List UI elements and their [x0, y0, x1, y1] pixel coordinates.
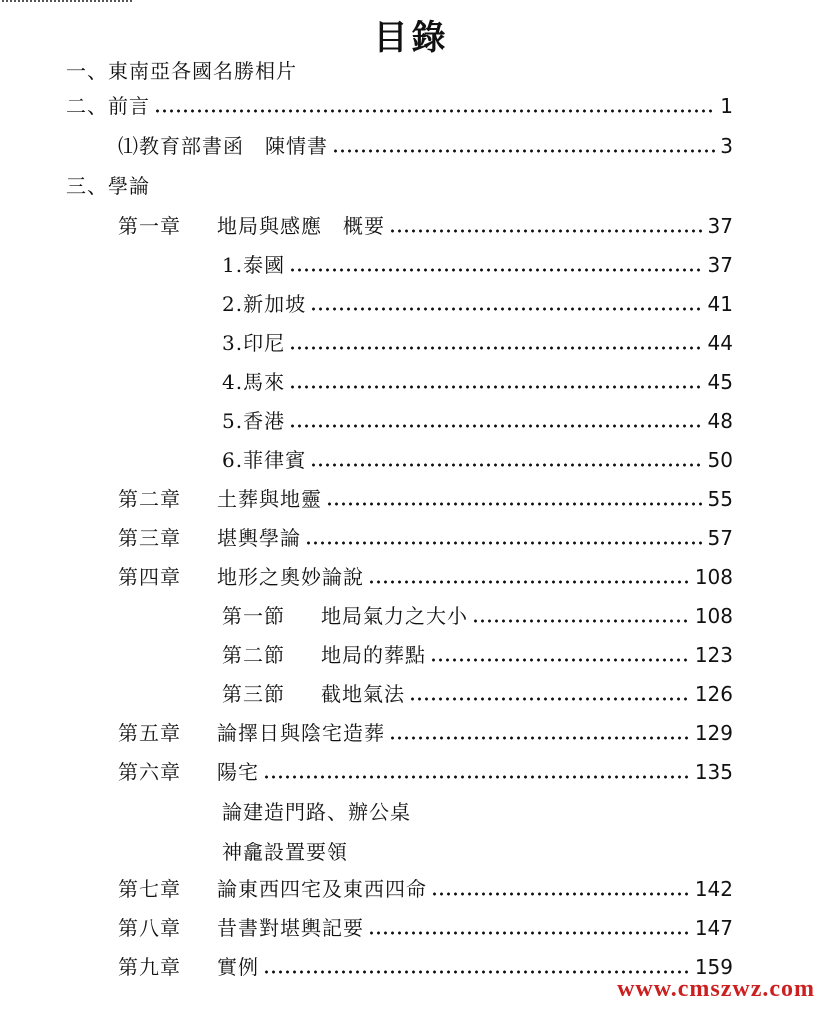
- dot-leader: [389, 229, 704, 233]
- toc-entry[interactable]: [222, 327, 733, 359]
- toc-entry[interactable]: [222, 444, 733, 476]
- toc-page-number: 55: [707, 487, 733, 511]
- toc-page-number: 129: [694, 721, 733, 745]
- toc-page-number: 41: [707, 292, 733, 316]
- toc-label: 截地氣法: [321, 682, 405, 706]
- toc-section-label: 第二節: [222, 643, 285, 667]
- toc-chapter-label: 第八章: [118, 916, 181, 940]
- toc-entry[interactable]: [222, 288, 733, 320]
- dot-leader: [431, 892, 691, 896]
- toc-label: 地局氣力之大小: [321, 604, 468, 628]
- dot-leader: [263, 970, 691, 974]
- toc-entry[interactable]: [118, 717, 733, 749]
- dot-leader: [289, 346, 703, 350]
- toc-label: 4.馬來: [222, 370, 286, 394]
- dot-leader: [289, 385, 703, 389]
- toc-chapter-label: 第四章: [118, 565, 181, 589]
- dot-leader: [310, 463, 703, 467]
- toc-chapter-label: 第五章: [118, 721, 181, 745]
- toc-entry[interactable]: [118, 522, 733, 554]
- dot-leader: [472, 619, 691, 623]
- toc-label: 土葬與地靈: [217, 487, 322, 511]
- toc-label: 陽宅: [217, 760, 259, 784]
- dot-leader: [389, 736, 691, 740]
- toc-page-number: 126: [694, 682, 733, 706]
- dot-leader: [326, 502, 704, 506]
- toc-label: 二、前言: [66, 94, 150, 118]
- toc-chapter-label: 第二章: [118, 487, 181, 511]
- toc-chapter-label: 第九章: [118, 955, 181, 979]
- toc-label: 論東西四宅及東西四命: [217, 877, 427, 901]
- toc-section-label: 第一節: [222, 604, 285, 628]
- toc-entry[interactable]: [222, 678, 733, 710]
- dot-leader: [310, 307, 703, 311]
- toc-page-number: 108: [694, 604, 733, 628]
- toc-page-number: 57: [707, 526, 733, 550]
- dot-leader: [289, 268, 703, 272]
- toc-entry[interactable]: [118, 483, 733, 515]
- toc-label: 實例: [217, 955, 259, 979]
- toc-entry[interactable]: [222, 796, 733, 828]
- toc-label: 2.新加坡: [222, 292, 307, 316]
- toc-page-number: 159: [694, 955, 733, 979]
- toc-chapter-label: 第三章: [118, 526, 181, 550]
- toc-entry[interactable]: [118, 756, 733, 788]
- toc-chapter-label: 第一章: [118, 214, 181, 238]
- toc-section-label: 第三節: [222, 682, 285, 706]
- toc-label: 地局的葬點: [321, 643, 426, 667]
- toc-page-number: 123: [694, 643, 733, 667]
- toc-label: 昔書對堪輿記要: [217, 916, 364, 940]
- toc-chapter-label: 第六章: [118, 760, 181, 784]
- toc-entry[interactable]: [222, 639, 733, 671]
- dot-leader: [368, 580, 691, 584]
- toc-entry[interactable]: [66, 90, 733, 122]
- dot-leader: [154, 109, 716, 113]
- toc-entry[interactable]: [118, 210, 733, 242]
- toc-entry[interactable]: [222, 600, 733, 632]
- page-title: 目錄: [373, 18, 450, 58]
- toc-chapter-label: 第七章: [118, 877, 181, 901]
- toc-entry[interactable]: [222, 249, 733, 281]
- scan-artifact-mark: [2, 0, 132, 8]
- toc-page-number: 37: [707, 214, 733, 238]
- toc-entry[interactable]: [66, 170, 746, 202]
- dot-leader: [263, 775, 691, 779]
- toc-page-number: 135: [694, 760, 733, 784]
- dot-leader: [289, 424, 703, 428]
- toc-label: 地局與感應 概要: [217, 214, 385, 238]
- dot-leader: [332, 149, 716, 153]
- toc-label: 3.印尼: [222, 331, 286, 355]
- toc-entry[interactable]: [222, 405, 733, 437]
- toc-entry[interactable]: [118, 130, 733, 162]
- toc-entry[interactable]: [118, 873, 733, 905]
- toc-page-number: 48: [707, 409, 733, 433]
- toc-label: 一、東南亞各國名勝相片: [66, 59, 297, 83]
- toc-label: 論建造門路、辦公桌: [222, 800, 411, 824]
- toc-label: 三、學論: [66, 174, 150, 198]
- toc-label: 堪輿學論: [217, 526, 301, 550]
- toc-entry[interactable]: [66, 55, 746, 87]
- toc-page-number: 45: [707, 370, 733, 394]
- toc-label: 5.香港: [222, 409, 286, 433]
- dot-leader: [368, 931, 691, 935]
- toc-page-number: 37: [707, 253, 733, 277]
- toc-entry[interactable]: [118, 912, 733, 944]
- toc-page-number: 108: [694, 565, 733, 589]
- toc-page-number: 50: [707, 448, 733, 472]
- toc-page-number: 3: [720, 134, 733, 158]
- toc-label: 神龕設置要領: [222, 840, 348, 864]
- toc-page-number: 44: [707, 331, 733, 355]
- dot-leader: [409, 697, 691, 701]
- toc-entry[interactable]: [222, 366, 733, 398]
- toc-label: 1.泰國: [222, 253, 286, 277]
- toc-entry[interactable]: [118, 561, 733, 593]
- dot-leader: [305, 541, 704, 545]
- toc-label: 論擇日與陰宅造葬: [217, 721, 385, 745]
- toc-label: 6.菲律賓: [222, 448, 307, 472]
- dot-leader: [430, 658, 691, 662]
- toc-entry[interactable]: [222, 836, 733, 868]
- watermark-url: www.cmszwz.com: [617, 976, 815, 1002]
- toc-page-number: 142: [694, 877, 733, 901]
- toc-page-number: 1: [720, 94, 733, 118]
- toc-label: ⑴教育部書函 陳情書: [118, 134, 328, 158]
- toc-label: 地形之奧妙論說: [217, 565, 364, 589]
- toc-page-number: 147: [694, 916, 733, 940]
